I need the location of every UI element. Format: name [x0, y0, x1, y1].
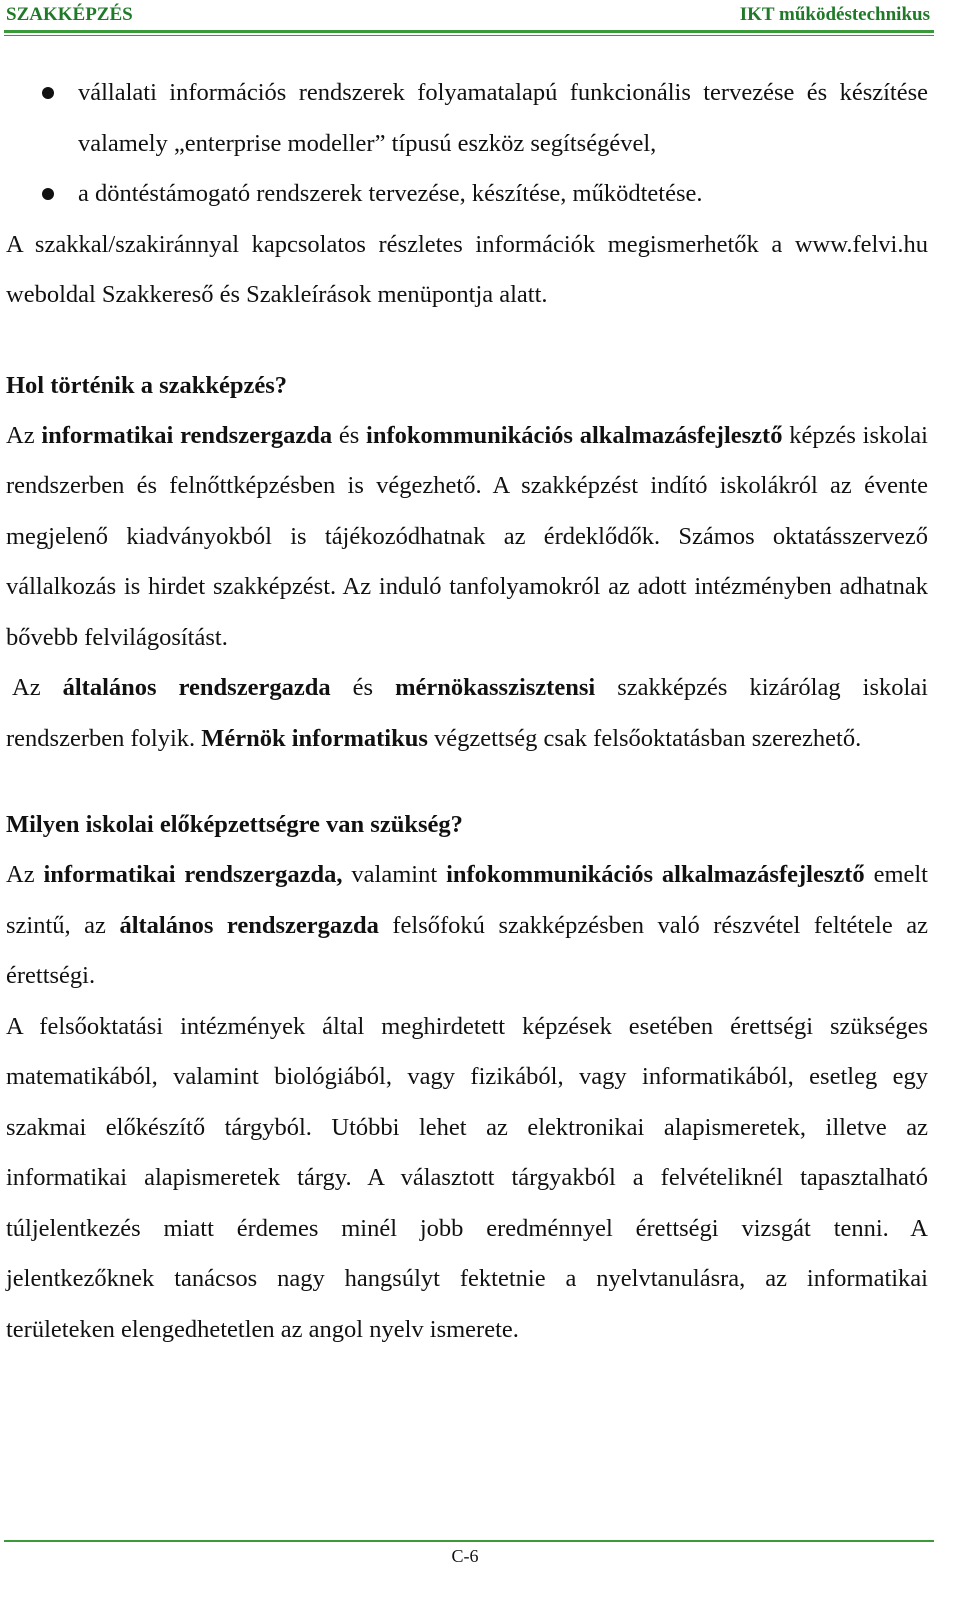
bullet-list — [6, 68, 928, 220]
page-number: C-6 — [451, 1546, 479, 1566]
header-right-title: IKT működéstechnikus — [739, 4, 930, 25]
list-item — [6, 169, 928, 220]
header-rule-thin — [4, 35, 934, 36]
paragraph-prereq-1: Az informatikai rendszergazda, valamint infokommunikációs alkalmazásfejlesztő emelt szintű, az általános rendszergazda felsőfokú szakképzésben való részvétel feltétele az érettségi. — [6, 861, 928, 989]
header-rule — [4, 30, 934, 33]
section-heading-prerequisites: Milyen iskolai előképzettségre van szükség? — [6, 811, 463, 838]
header-left-title: SZAKKÉPZÉS — [6, 4, 133, 25]
paragraph-where-1: Az informatikai rendszergazda és infokommunikációs alkalmazásfejlesztő képzés iskolai rendszerben és felnőttképzésben is végezhető. A szakképzést indító iskolákról az évente megjelenő kiadványokból is tájékozódhatnak az érdeklődők. Számos oktatásszervező vállalkozás is hirdet szakképzést. Az induló tanfolyamokról az adott intézményben adhatnak bővebb felvilágosítást. — [6, 421, 928, 651]
bullet-text: a döntéstámogató rendszerek tervezése, készítése, működtetése. — [78, 180, 703, 207]
footer-rule — [4, 1540, 934, 1542]
paragraph-where-2: Az általános rendszergazda és mérnökasszisztensi szakképzés kizárólag iskolai rendszerben folyik. Mérnök informatikus végzettség csak felsőoktatásban szerezhető. — [6, 674, 928, 752]
document-body — [6, 68, 928, 1355]
intro-paragraph: A szakkal/szakiránnyal kapcsolatos részletes információk megismerhetők a www.felvi.hu weboldal Szakkereső és Szakleírások menüpontja alatt. — [6, 230, 928, 308]
paragraph-prereq-2: A felsőoktatási intézmények által meghirdetett képzések esetében érettségi szükséges matematikából, valamint biológiából, vagy fizikából, vagy informatikából, esetleg egy szakmai előkészítő tárgyból. Utóbbi lehet az elektronikai alapismeretek, illetve az informatikai alapismeretek tárgy. A választott tárgyakból a felvételiknél tapasztalható túljelentkezés miatt érdemes minél jobb eredménnyel érettségi vizsgát tenni. A jelentkezőknek tanácsos nagy hangsúlyt fektetnie a nyelvtanulásra, az informatikai területeken elengedhetetlen az angol nyelv ismerete. — [6, 1012, 928, 1343]
list-item — [6, 68, 928, 169]
section-heading-where: Hol történik a szakképzés? — [6, 371, 288, 399]
bullet-text: vállalati információs rendszerek folyamatalapú funkcionális tervezése és készítése valamely „enterprise modeller” típusú eszköz segítségével, — [78, 79, 928, 157]
page-header — [0, 0, 960, 34]
bullet-icon — [42, 188, 54, 200]
bullet-icon — [42, 87, 54, 99]
